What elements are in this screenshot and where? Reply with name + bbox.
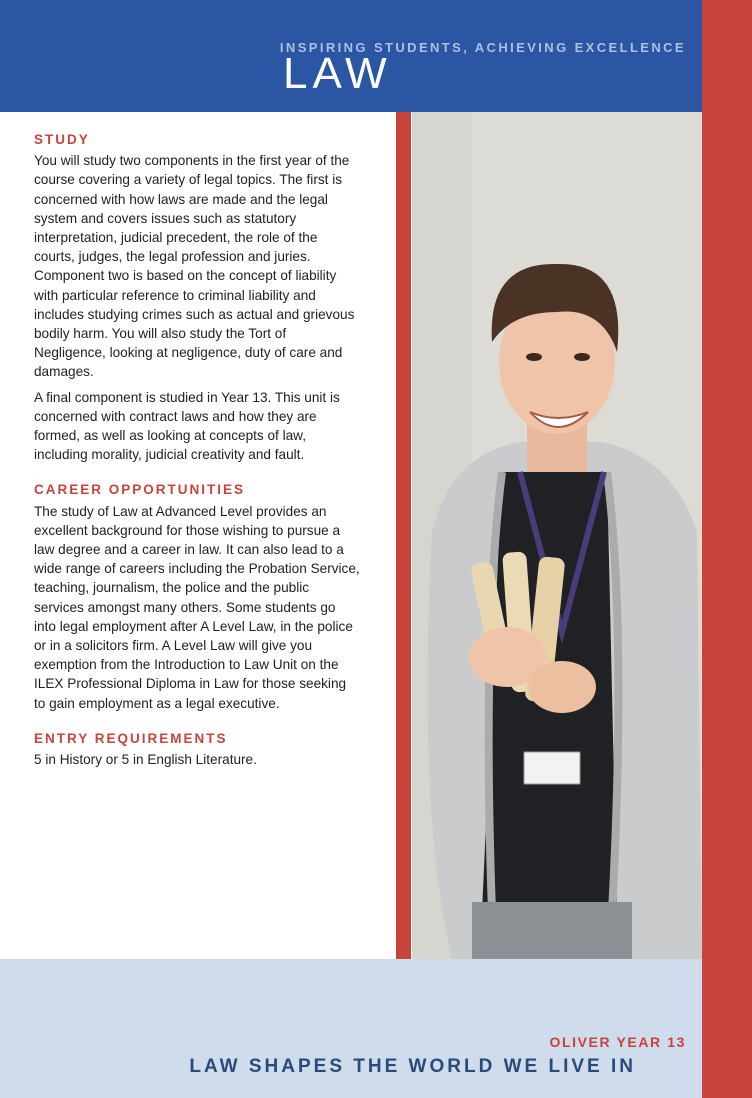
study-section xyxy=(34,130,360,464)
study-heading: STUDY xyxy=(34,132,90,147)
slogan: LAW SHAPES THE WORLD WE LIVE IN xyxy=(189,1056,636,1077)
entry-heading: ENTRY REQUIREMENTS xyxy=(34,730,228,746)
careers-section xyxy=(34,480,360,712)
page-title: LAW xyxy=(283,49,392,98)
tagline: INSPIRING STUDENTS, ACHIEVING EXCELLENCE xyxy=(279,40,686,55)
right-accent-bar xyxy=(702,0,752,1098)
study-paragraph-2: A final component is studied in Year 13. This unit is concerned with contract laws and how they are formed, as well as looking at concepts of law, including morality, judicial creativity and fault. xyxy=(34,389,340,463)
student-illustration xyxy=(412,112,702,959)
entry-section xyxy=(34,729,360,769)
student-photo xyxy=(412,112,702,959)
entry-paragraph: 5 in History or 5 in English Literature. xyxy=(34,752,257,768)
careers-paragraph: The study of Law at Advanced Level provides an excellent background for those wishing to pursue a law degree and a career in law. It can also lead to a wide range of careers including the Probation Service, teaching, journalism, the police and the public services amongst many others. Some students go into legal employment after A Level Law, in the police or in a solicitors firm. A Level Law will give you exemption from the Introduction to Law Unit on the ILEX Professional Diploma in Law for those seeking to gain employment as a legal executive. xyxy=(34,503,360,711)
content-column xyxy=(34,130,360,785)
careers-heading: CAREER OPPORTUNITIES xyxy=(34,482,246,498)
photo-caption: OLIVER YEAR 13 xyxy=(549,1034,686,1050)
inner-accent-bar xyxy=(396,112,411,959)
study-paragraph-1: You will study two components in the first year of the course covering a variety of legal topics. The first is concerned with how laws are made and the legal system and covers issues such as statutory interpretation, judicial precedent, the role of the courts, judges, the legal profession and juries. Component two is based on the concept of liability with particular reference to criminal liability and includes studying crimes such as actual and grievous bodily harm. You will also study the Tort of Negligence, looking at negligence, duty of care and damages. xyxy=(34,153,355,380)
header-banner xyxy=(0,0,702,112)
